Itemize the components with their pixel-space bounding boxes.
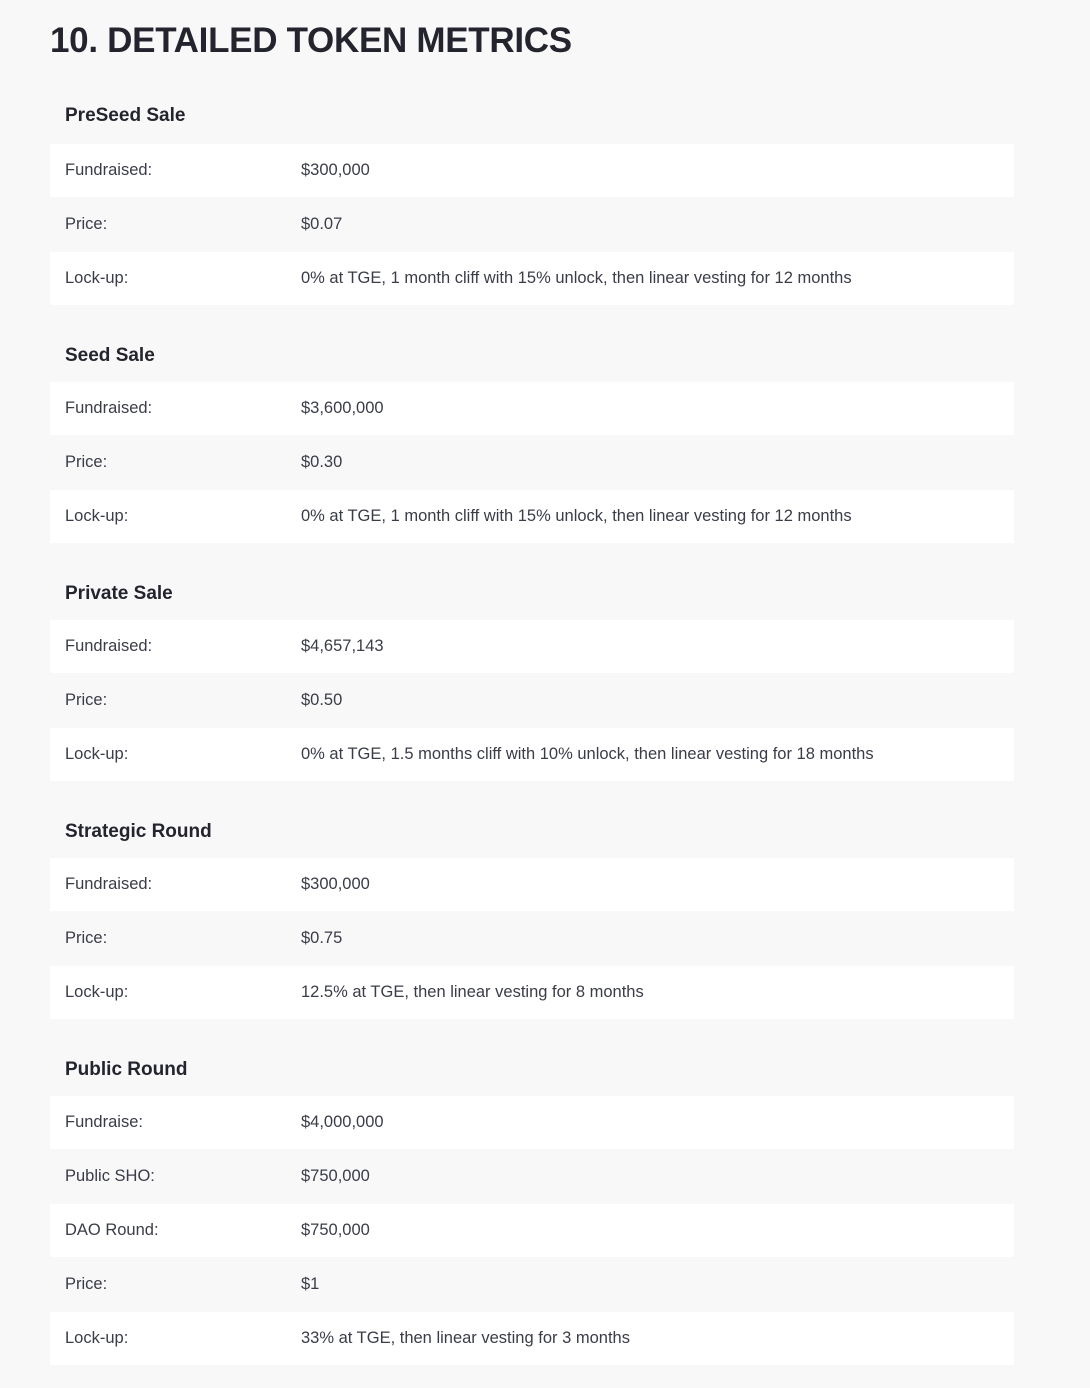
row-label: Lock-up:	[65, 507, 129, 525]
row-value: $4,657,143	[301, 637, 384, 655]
row-value: 33% at TGE, then linear vesting for 3 months	[301, 1329, 630, 1347]
table-row	[50, 858, 1014, 911]
row-label: Lock-up:	[65, 983, 129, 1001]
row-value: 0% at TGE, 1.5 months cliff with 10% unlock, then linear vesting for 18 months	[301, 745, 874, 763]
row-value: 0% at TGE, 1 month cliff with 15% unlock, then linear vesting for 12 months	[301, 507, 852, 525]
table-row	[50, 1258, 1014, 1311]
section-public-round	[50, 1044, 1014, 1365]
table-row	[50, 382, 1014, 435]
table-row	[50, 1096, 1014, 1149]
row-label: Lock-up:	[65, 745, 129, 763]
row-value: $300,000	[301, 875, 370, 893]
row-value: $0.50	[301, 691, 343, 709]
row-label: Price:	[65, 1275, 108, 1293]
table-row	[50, 912, 1014, 965]
row-value: $750,000	[301, 1167, 370, 1185]
table-row	[50, 436, 1014, 489]
section-heading: Strategic Round	[65, 821, 212, 842]
row-value: $1	[301, 1275, 320, 1293]
table-row	[50, 490, 1014, 543]
section-heading: Public Round	[65, 1059, 188, 1080]
section-heading: PreSeed Sale	[65, 105, 186, 126]
row-label: Price:	[65, 215, 108, 233]
table-row	[50, 1312, 1014, 1365]
section-private-sale	[50, 568, 1014, 781]
table-row	[50, 252, 1014, 305]
section-heading: Seed Sale	[65, 345, 155, 366]
table-row	[50, 728, 1014, 781]
table-row	[50, 674, 1014, 727]
row-label: Lock-up:	[65, 1329, 129, 1347]
section-preseed-sale	[50, 88, 1014, 305]
table-row	[50, 620, 1014, 673]
row-label: Fundraised:	[65, 875, 153, 893]
row-value: $750,000	[301, 1221, 370, 1239]
table-row	[50, 144, 1014, 197]
row-value: $0.07	[301, 215, 343, 233]
row-label: Fundraise:	[65, 1113, 143, 1131]
row-label: Price:	[65, 929, 108, 947]
row-value: $300,000	[301, 161, 370, 179]
section-seed-sale	[50, 330, 1014, 543]
row-label: Fundraised:	[65, 161, 153, 179]
table-row	[50, 1204, 1014, 1257]
row-value: $4,000,000	[301, 1113, 384, 1131]
table-row	[50, 1150, 1014, 1203]
section-heading: Private Sale	[65, 583, 173, 604]
section-strategic-round	[50, 806, 1014, 1019]
table-row	[50, 966, 1014, 1019]
row-value: $0.30	[301, 453, 343, 471]
row-value: $3,600,000	[301, 399, 384, 417]
row-label: Fundraised:	[65, 637, 153, 655]
row-label: Price:	[65, 691, 108, 709]
row-value: $0.75	[301, 929, 343, 947]
row-value: 0% at TGE, 1 month cliff with 15% unlock, then linear vesting for 12 months	[301, 269, 852, 287]
token-metrics-page	[50, 0, 1014, 1366]
row-label: Public SHO:	[65, 1167, 155, 1185]
row-label: Price:	[65, 453, 108, 471]
row-label: Fundraised:	[65, 399, 153, 417]
table-row	[50, 198, 1014, 251]
row-label: Lock-up:	[65, 269, 129, 287]
row-label: DAO Round:	[65, 1221, 159, 1239]
page-title: 10. DETAILED TOKEN METRICS	[50, 21, 572, 60]
row-value: 12.5% at TGE, then linear vesting for 8 months	[301, 983, 644, 1001]
